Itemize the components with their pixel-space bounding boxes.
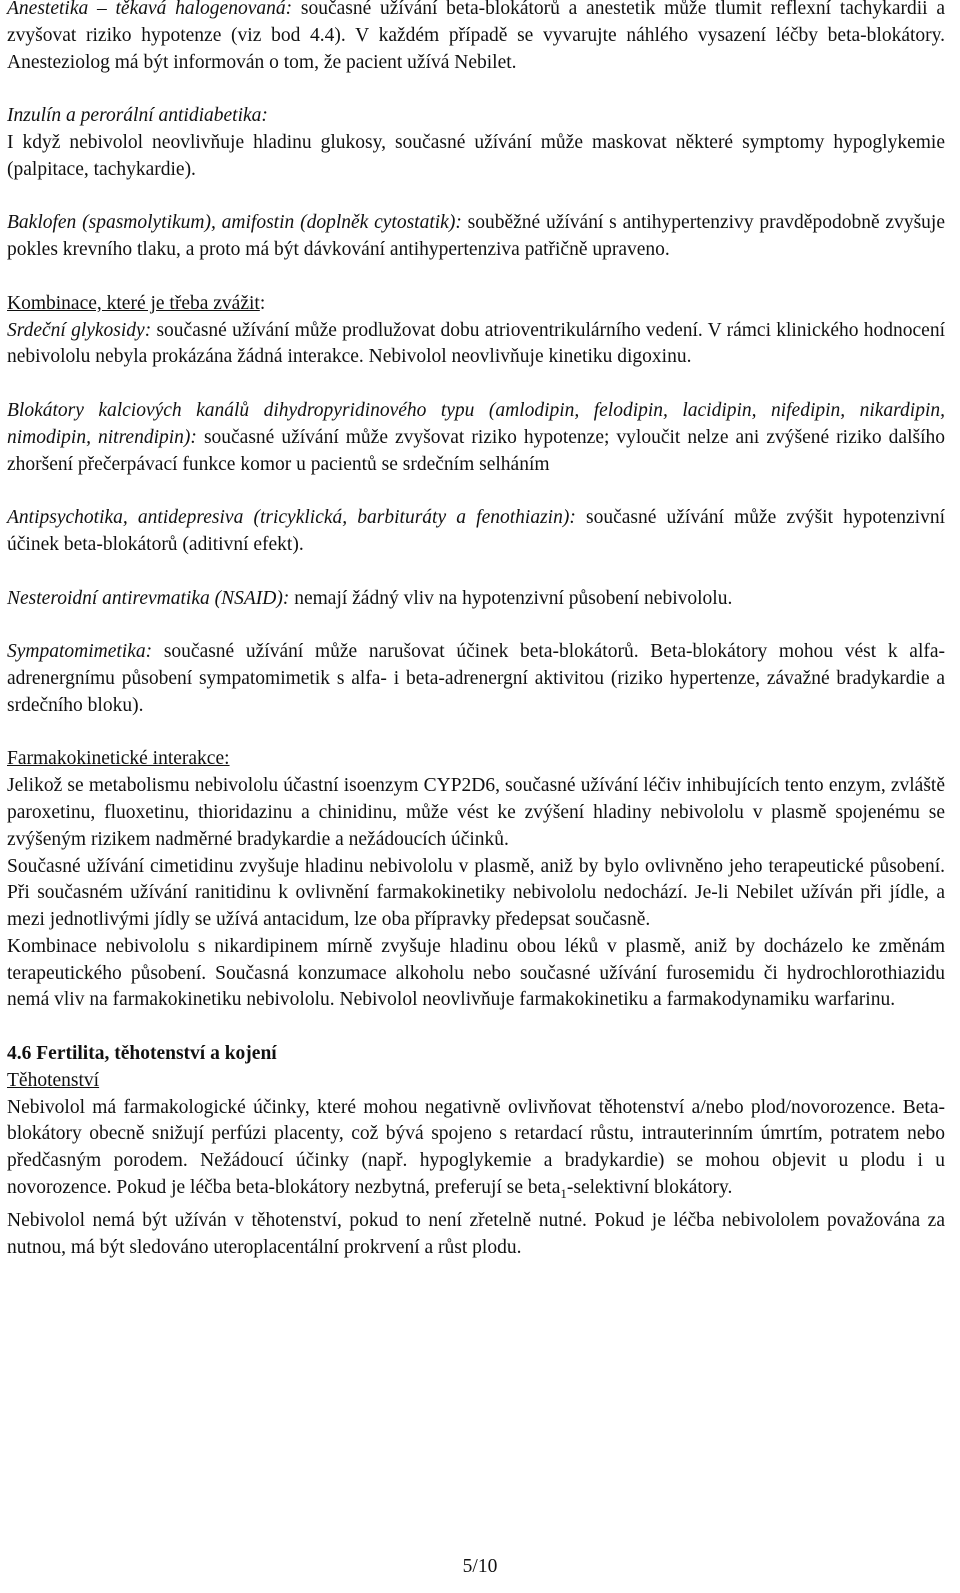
label-glykosidy: Srdeční glykosidy: [7,319,152,341]
heading-kombinace [7,291,945,318]
text-baklofen: souběžné užívání s antihypertenzivy pravděpodobně zvyšuje pokles krevního tlaku, a proto má být dávkování antihypertenziva patřičně upraveno. [7,212,945,261]
para-insulin-label [7,103,945,130]
para-farmakokin-2: Současné užívání cimetidinu zvyšuje hladinu nebivololu v plasmě, aniž by bylo ovlivněno jeho terapeutické působení. Při současném užívání ranitidinu k ovlivnění farmakokinetiky nebivololu nedochází. Je-li Nebilet užíván při jídle, a mezi jednotlivými jídly se užívá antacidum, lze oba přípravky předepsat současně. [7,855,945,931]
para-farmakokin-3: Kombinace nebivololu s nikardipinem mírně zvyšuje hladinu obou léků v plasmě, aniž by docházelo ke změnám terapeutického působení. Současná konzumace alkoholu nebo současné užívání furosemidu či hydrochlorothiazidu nemá vliv na farmakokinetiku nebivololu. Nebivolol neovlivňuje farmakokinetiku a farmakodynamiku warfarinu. [7,935,945,1011]
label-antipsychotika: Antipsychotika, antidepresiva (tricyklická, barbituráty a fenothiazin): [7,507,576,529]
para-sympatomimetika [7,639,945,719]
text-sympatomimetika: současné užívání může narušovat účinek beta-blokátorů. Beta-blokátory mohou vést k alfa-adrenergnímu působení sympatomimetik s alfa- i beta-adrenergní aktivitou (riziko hypertenze, závažné bradykardie a srdečního bloku). [7,641,945,716]
section-heading-4-6: 4.6 Fertilita, těhotenství a kojení [7,1043,277,1065]
label-baklofen: Baklofen (spasmolytikum), amifostin (doplněk cytostatik): [7,212,462,234]
label-blokatory: Blokátory kalciových kanálů dihydropyridinového typu (amlodipin, felodipin, lacidipin, nifedipin, nikardipin, nimodipin, nitrendipin): [7,399,945,448]
text-glykosidy: současné užívání může prodlužovat dobu atrioventrikulárního vedení. V rámci klinického hodnocení nebivololu nebyla prokázána žádná interakce. Nebivolol neovlivňuje kinetiku digoxinu. [7,319,945,368]
text-anestetika: současné užívání beta-blokátorů a anestetik může tlumit reflexní tachykardii a zvyšovat riziko hypotenze (viz bod 4.4). V každém případě se vyvarujte náhlého vysazení léčby beta-blokátory. Anesteziolog má být informován o tom, že pacient užívá Nebilet. [7,0,945,73]
label-insulin: Inzulín a perorální antidiabetika: [7,105,268,127]
text-nsaid: nemají žádný vliv na hypotenzivní působení nebivololu. [289,587,733,609]
text-blokatory: současné užívání může zvyšovat riziko hypotenze; vyloučit nelze ani zvýšené riziko dalšího zhoršení přečerpávací funkce komor u pacientů se srdečním selháním [7,426,946,475]
tehotenstvi-label: Těhotenství [7,1069,100,1091]
para-anestetika [7,0,945,76]
label-sympatomimetika: Sympatomimetika: [7,641,153,663]
page-number: 5/10 [462,1556,498,1577]
kombinace-heading: Kombinace, které je třeba zvážit [7,292,260,314]
farmakokin-heading: Farmakokinetické interakce: [7,748,230,770]
heading-farmakokinetika [7,746,945,773]
para-tehotenstvi-2: Nebivolol nemá být užíván v těhotenství, pokud to není zřetelně nutné. Pokud je léčba nebivololem považována za nutnou, má být sledováno uteroplacentální prokrvení a růst plodu. [7,1209,945,1258]
para-farmakokin-1: Jelikož se metabolismu nebivololu účastní isoenzym CYP2D6, současné užívání léčiv inhibujících tento enzym, zvláště paroxetinu, fluoxetinu, thioridazinu a chinidinu, může vést ke zvýšení hladiny nebivololu v plasmě spojenému se zvýšeným rizikem nadměrné bradykardie a nežádoucích účinků. [7,775,945,850]
para-insulin-text: I když nebivolol neovlivňuje hladinu glukosy, současné užívání může maskovat některé symptomy hypoglykemie (palpitace, tachykardie). [7,131,945,180]
label-nsaid: Nesteroidní antirevmatika (NSAID): [7,587,290,609]
para-antipsychotika [7,505,945,559]
subheading-tehotenstvi [7,1068,945,1095]
kombinace-colon: : [259,292,266,314]
para-tehotenstvi-1 [7,1095,945,1208]
para-glykosidy [7,318,945,372]
text-antipsychotika: současné užívání může zvýšit hypotenzivní účinek beta-blokátorů (aditivní efekt). [7,507,945,555]
document-page [7,0,945,1261]
tehotenstvi-text-b: -selektivní blokátory. [566,1177,733,1199]
subscript-1: 1 [560,1185,567,1201]
label-anestetika: Anestetika – těkavá halogenovaná: [7,0,293,19]
para-blokatory [7,398,945,478]
tehotenstvi-text-a: Nebivolol má farmakologické účinky, které mohou negativně ovlivňovat těhotenství a/nebo plod/novorozence. Beta-blokátory obecně snižují perfúzi placenty, což bývá spojeno s retardací růstu, intrauterinním úmrtím, potratem nebo předčasným porodem. Nežádoucí účinky (např. hypoglykemie a bradykardie) se mohou objevit u plodu i u novorozence. Pokud je léčba beta-blokátory nezbytná, preferují se beta [7,1096,945,1199]
para-baklofen [7,210,945,264]
para-nsaid [7,586,945,613]
